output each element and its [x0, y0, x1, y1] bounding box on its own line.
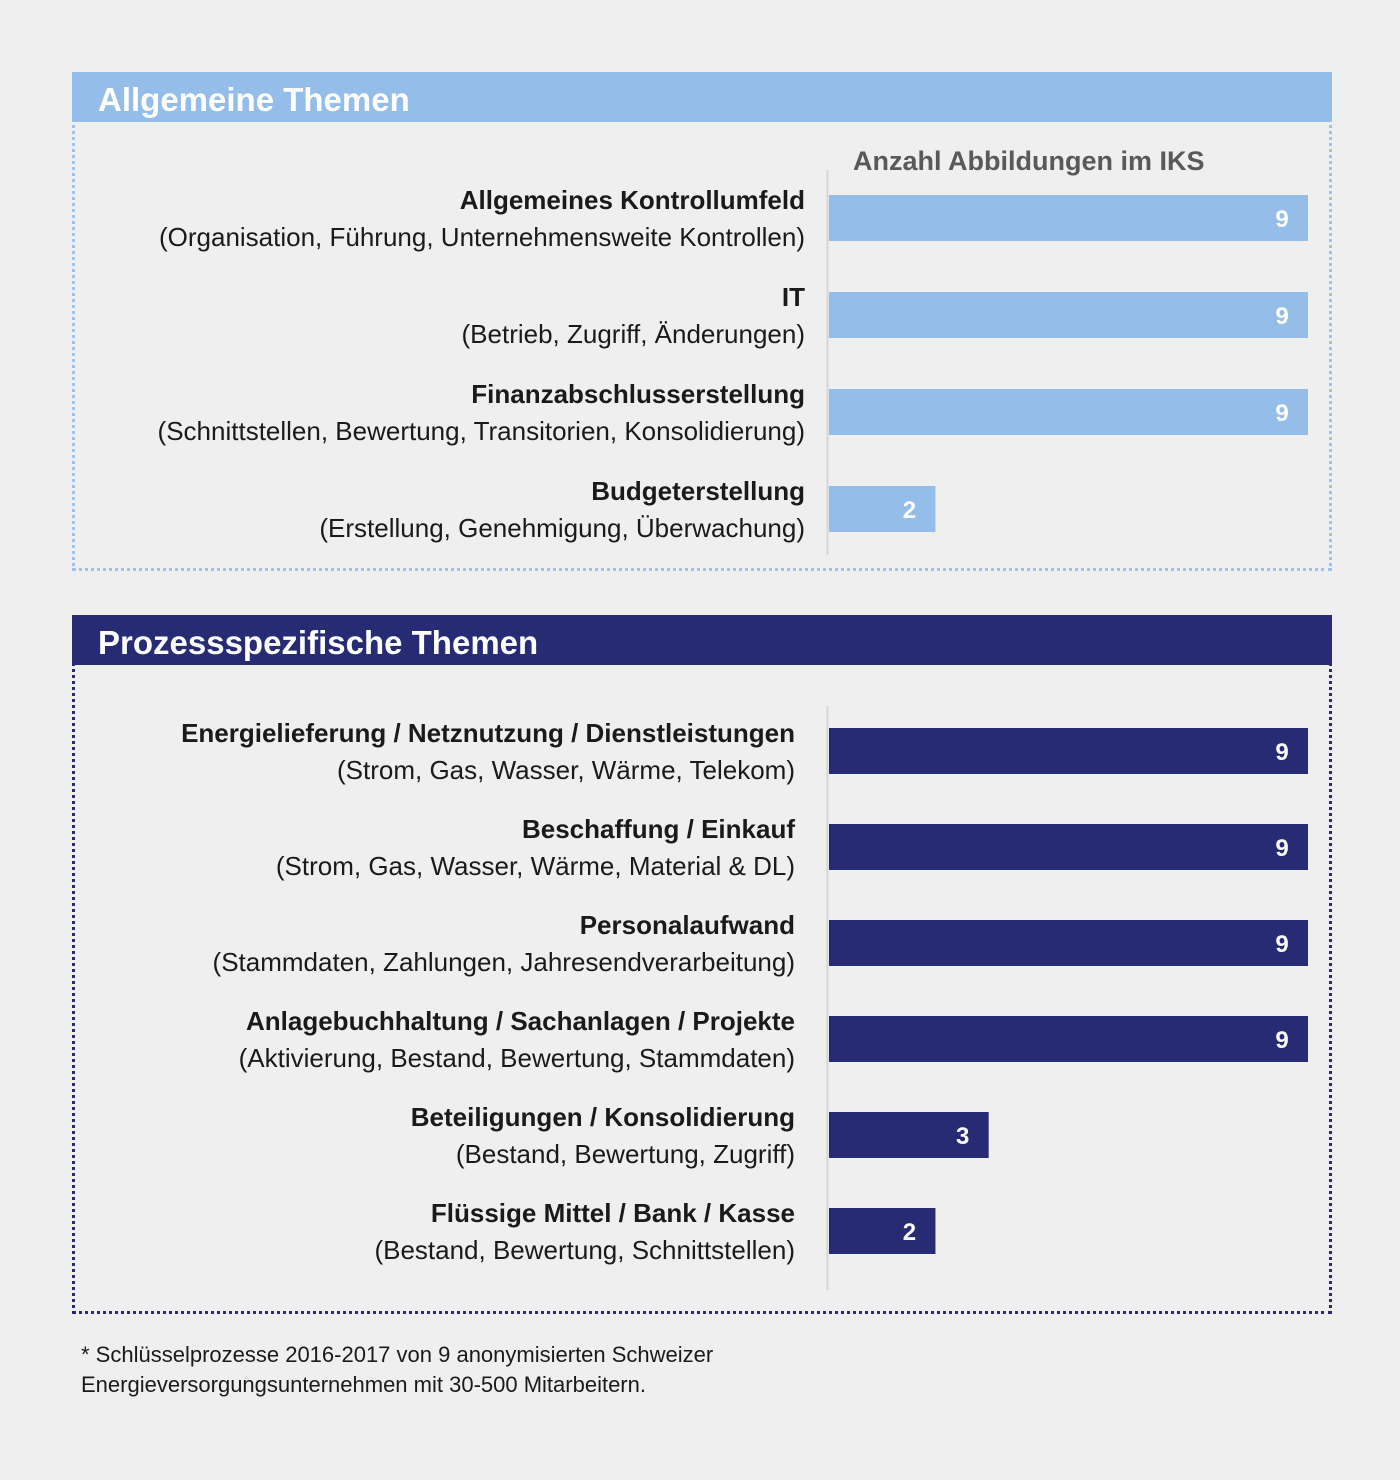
panel-title-process: Prozessspezifische Themen — [72, 615, 1332, 665]
category-label: Beteiligungen / Konsolidierung — [410, 1102, 795, 1132]
bar-value-label: 9 — [1275, 835, 1289, 862]
category-label: IT — [781, 282, 805, 312]
category-label: Anlagebuchhaltung / Sachanlagen / Projekte — [246, 1006, 795, 1036]
category-label: Flüssige Mittel / Bank / Kasse — [430, 1198, 795, 1228]
category-subtitle: (Strom, Gas, Wasser, Wärme, Material & DL) — [275, 851, 795, 881]
bar — [829, 1016, 1308, 1062]
bar — [829, 486, 935, 532]
bar-value-label: 9 — [1275, 739, 1289, 766]
bar — [829, 389, 1308, 435]
category-label: Personalaufwand — [579, 910, 795, 940]
bar-value-label: 9 — [1275, 303, 1289, 330]
panel-title-general: Allgemeine Themen — [72, 72, 1332, 122]
bar-value-label: 9 — [1275, 1027, 1289, 1054]
axis-title: Anzahl Abbildungen im IKS — [853, 146, 1205, 176]
bar-value-label: 9 — [1275, 206, 1289, 233]
category-subtitle: (Betrieb, Zugriff, Änderungen) — [461, 319, 805, 349]
category-subtitle: (Stammdaten, Zahlungen, Jahresendverarbeitung) — [212, 947, 795, 977]
bar-value-label: 9 — [1275, 400, 1289, 427]
footnote — [81, 1340, 841, 1400]
category-subtitle: (Bestand, Bewertung, Schnittstellen) — [374, 1235, 795, 1265]
bar — [829, 920, 1308, 966]
process-topics-panel — [72, 615, 1332, 1314]
category-label: Energielieferung / Netznutzung / Dienstleistungen — [181, 718, 795, 748]
bar-value-label: 3 — [955, 1123, 970, 1150]
general-topics-panel — [72, 72, 1332, 571]
category-subtitle: (Schnittstellen, Bewertung, Transitorien, Konsolidierung) — [157, 416, 805, 446]
bar-value-label: 9 — [1275, 931, 1289, 958]
footnote-line-2: Energieversorgungsunternehmen mit 30-500 Mitarbeitern. — [81, 1372, 646, 1397]
category-subtitle: (Erstellung, Genehmigung, Überwachung) — [319, 513, 805, 543]
bar — [829, 195, 1308, 241]
category-subtitle: (Organisation, Führung, Unternehmensweite Kontrollen) — [158, 222, 805, 252]
category-label: Finanzabschlusserstellung — [471, 379, 805, 409]
category-label: Allgemeines Kontrollumfeld — [459, 185, 805, 215]
category-subtitle: (Strom, Gas, Wasser, Wärme, Telekom) — [337, 755, 795, 785]
category-label: Budgeterstellung — [591, 476, 805, 506]
bar-value-label: 2 — [902, 1219, 917, 1246]
category-subtitle: (Bestand, Bewertung, Zugriff) — [455, 1139, 795, 1169]
bar — [829, 1208, 935, 1254]
bar — [829, 728, 1308, 774]
footnote-line-1: * Schlüsselprozesse 2016-2017 von 9 anonymisierten Schweizer — [81, 1342, 714, 1367]
process-topics-chart — [75, 618, 1335, 1317]
general-topics-chart — [75, 75, 1335, 574]
bar — [829, 824, 1308, 870]
category-subtitle: (Aktivierung, Bestand, Bewertung, Stammdaten) — [238, 1043, 795, 1073]
bar-value-label: 2 — [902, 497, 917, 524]
category-label: Beschaffung / Einkauf — [521, 814, 795, 844]
bar — [829, 292, 1308, 338]
